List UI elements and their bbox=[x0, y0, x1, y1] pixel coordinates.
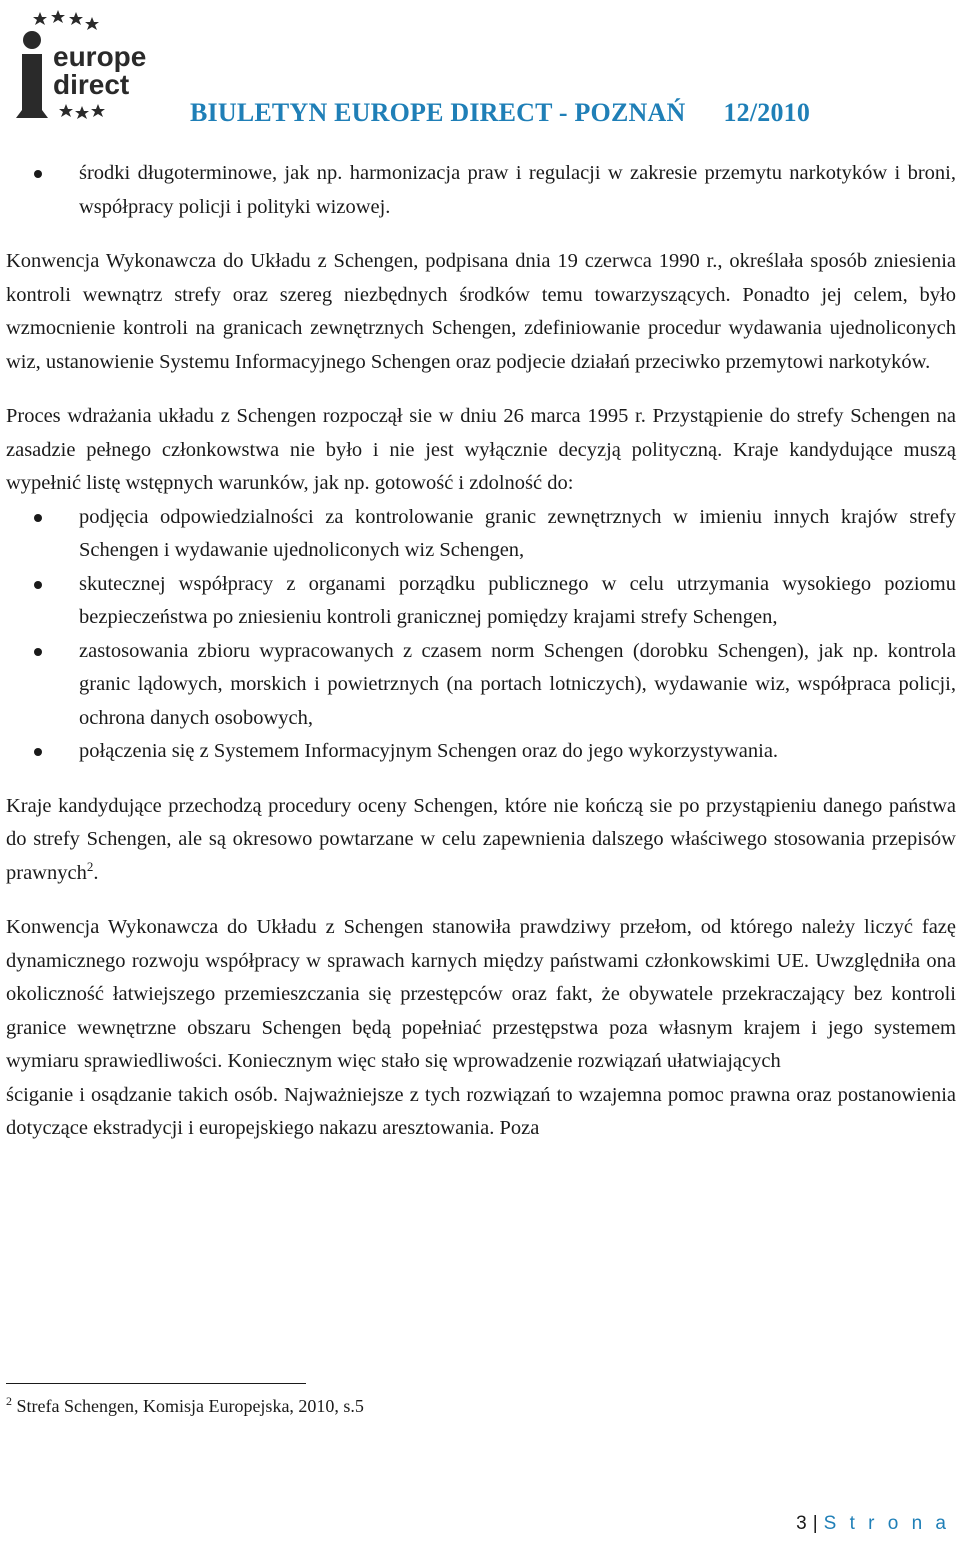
footnote-divider bbox=[6, 1383, 306, 1384]
bullet-icon bbox=[34, 581, 42, 589]
paragraph-end: . bbox=[93, 861, 99, 884]
footnote-reference[interactable]: 2 bbox=[86, 858, 94, 874]
paragraph: ściganie i osądzanie takich osób. Najważniejsze z tych rozwiązań to wzajemna pomoc prawna oraz postanowienia dotyczące ekstradycji i europejskiego nakazu aresztowania. Poza bbox=[6, 1083, 956, 1139]
paragraph: Konwencja Wykonawcza do Układu z Schengen, podpisana dnia 19 czerwca 1990 r., określała sposób zniesienia kontroli wewnątrz strefy oraz szereg niezbędnych środków temu towarzyszących. Ponadto jej celem, było wzmocnienie kontroli na granicach zewnętrznych Schengen, zdefiniowanie procedur wydawania ujednoliconych wiz, ustanowienie Systemu Informacyjnego Schengen oraz podjecie działań przeciwko przemytowi narkotyków. bbox=[6, 250, 956, 373]
spacer bbox=[6, 224, 956, 245]
bulletin-name: BIULETYN EUROPE DIRECT - POZNAŃ bbox=[190, 98, 686, 127]
page-number-value: 3 bbox=[796, 1513, 807, 1534]
logo-text-direct: direct bbox=[53, 69, 130, 100]
paragraph: Konwencja Wykonawcza do Układu z Schengen stanowiła prawdziwy przełom, od którego należy liczyć fazę dynamicznego rozwoju współpracy w sprawach karnych między państwami członkowskimi UE. Uwzględniła ona okoliczność łatwiejszego przemieszczania się przestępców oraz fakt, że obywatele przekraczający bez kontroli granice wewnętrzne obszaru Schengen będą popełniać przestępstwa poza własnym krajem i jego systemem wymiaru sprawiedliwości. Koniecznym więc stało się wprowadzenie rozwiązań ułatwiających bbox=[6, 916, 956, 1072]
list-item bbox=[6, 568, 956, 635]
list-item-text: skutecznej współpracy z organami porządku publicznego w celu utrzymania wysokiego poziomu bezpieczeństwa po zniesieniu kontroli granicznej pomiędzy krajami strefy Schengen, bbox=[79, 572, 956, 628]
logo-text-europe: europe bbox=[53, 41, 147, 72]
page-number-separator: | bbox=[812, 1513, 818, 1534]
list-item-text: połączenia się z Systemem Informacyjnym Schengen oraz do jego wykorzystywania. bbox=[79, 740, 779, 762]
europe-direct-logo bbox=[8, 6, 158, 126]
list-item bbox=[6, 157, 956, 224]
paragraph-text: Kraje kandydujące przechodzą procedury oceny Schengen, które nie kończą sie po przystąpieniu danego państwa do strefy Schengen, ale są okresowo powtarzane w celu zapewnienia dalszego właściwego stosowania przepisów prawnych bbox=[6, 794, 956, 884]
list-item-text: środki długoterminowe, jak np. harmonizacja praw i regulacji w zakresie przemytu narkotyków i broni, współpracy policji i polityki wizowej. bbox=[79, 162, 956, 218]
footnote-text: Strefa Schengen, Komisja Europejska, 2010, s.5 bbox=[16, 1396, 364, 1416]
list-item-text: podjęcia odpowiedzialności za kontrolowanie granic zewnętrznych w imieniu innych krajów strefy Schengen i wydawanie ujednoliconych wiz Schengen, bbox=[79, 505, 956, 561]
bullet-icon bbox=[34, 170, 42, 178]
list-item bbox=[6, 501, 956, 568]
europe-direct-logo-mark bbox=[8, 6, 158, 126]
page-number bbox=[796, 1513, 950, 1535]
list-item-text: zastosowania zbioru wypracowanych z czasem norm Schengen (dorobku Schengen), jak np. kontrola granic lądowych, morskich i powietrznych (na portach lotniczych), wydawanie wiz, współpraca policji, ochrona danych osobowych, bbox=[79, 639, 956, 729]
bulletin-issue: 12/2010 bbox=[723, 98, 811, 127]
bullet-icon bbox=[34, 748, 42, 756]
footnote-number: 2 bbox=[6, 1394, 12, 1408]
bullet-list-conditions bbox=[6, 501, 956, 769]
paragraph: Proces wdrażania układu z Schengen rozpoczął sie w dniu 26 marca 1995 r. Przystąpienie do strefy Schengen na zasadzie pełnego członkowstwa nie było i nie jest wyłącznie decyzją polityczną. Kraje kandydujące muszą wypełnić listę wstępnych warunków, jak np. gotowość i zdolność do: bbox=[6, 405, 956, 494]
bulletin-title bbox=[190, 98, 810, 128]
list-item bbox=[6, 635, 956, 736]
bullet-list-top bbox=[6, 157, 956, 224]
page-number-label: S t r o n a bbox=[823, 1513, 950, 1534]
paragraph bbox=[6, 790, 956, 891]
spacer bbox=[6, 890, 956, 911]
logo-i bbox=[16, 31, 48, 118]
document-body bbox=[6, 157, 956, 1146]
footnote bbox=[6, 1393, 364, 1419]
bullet-icon bbox=[34, 648, 42, 656]
bullet-icon bbox=[34, 514, 42, 522]
spacer bbox=[6, 769, 956, 790]
spacer bbox=[6, 379, 956, 400]
list-item bbox=[6, 735, 956, 769]
